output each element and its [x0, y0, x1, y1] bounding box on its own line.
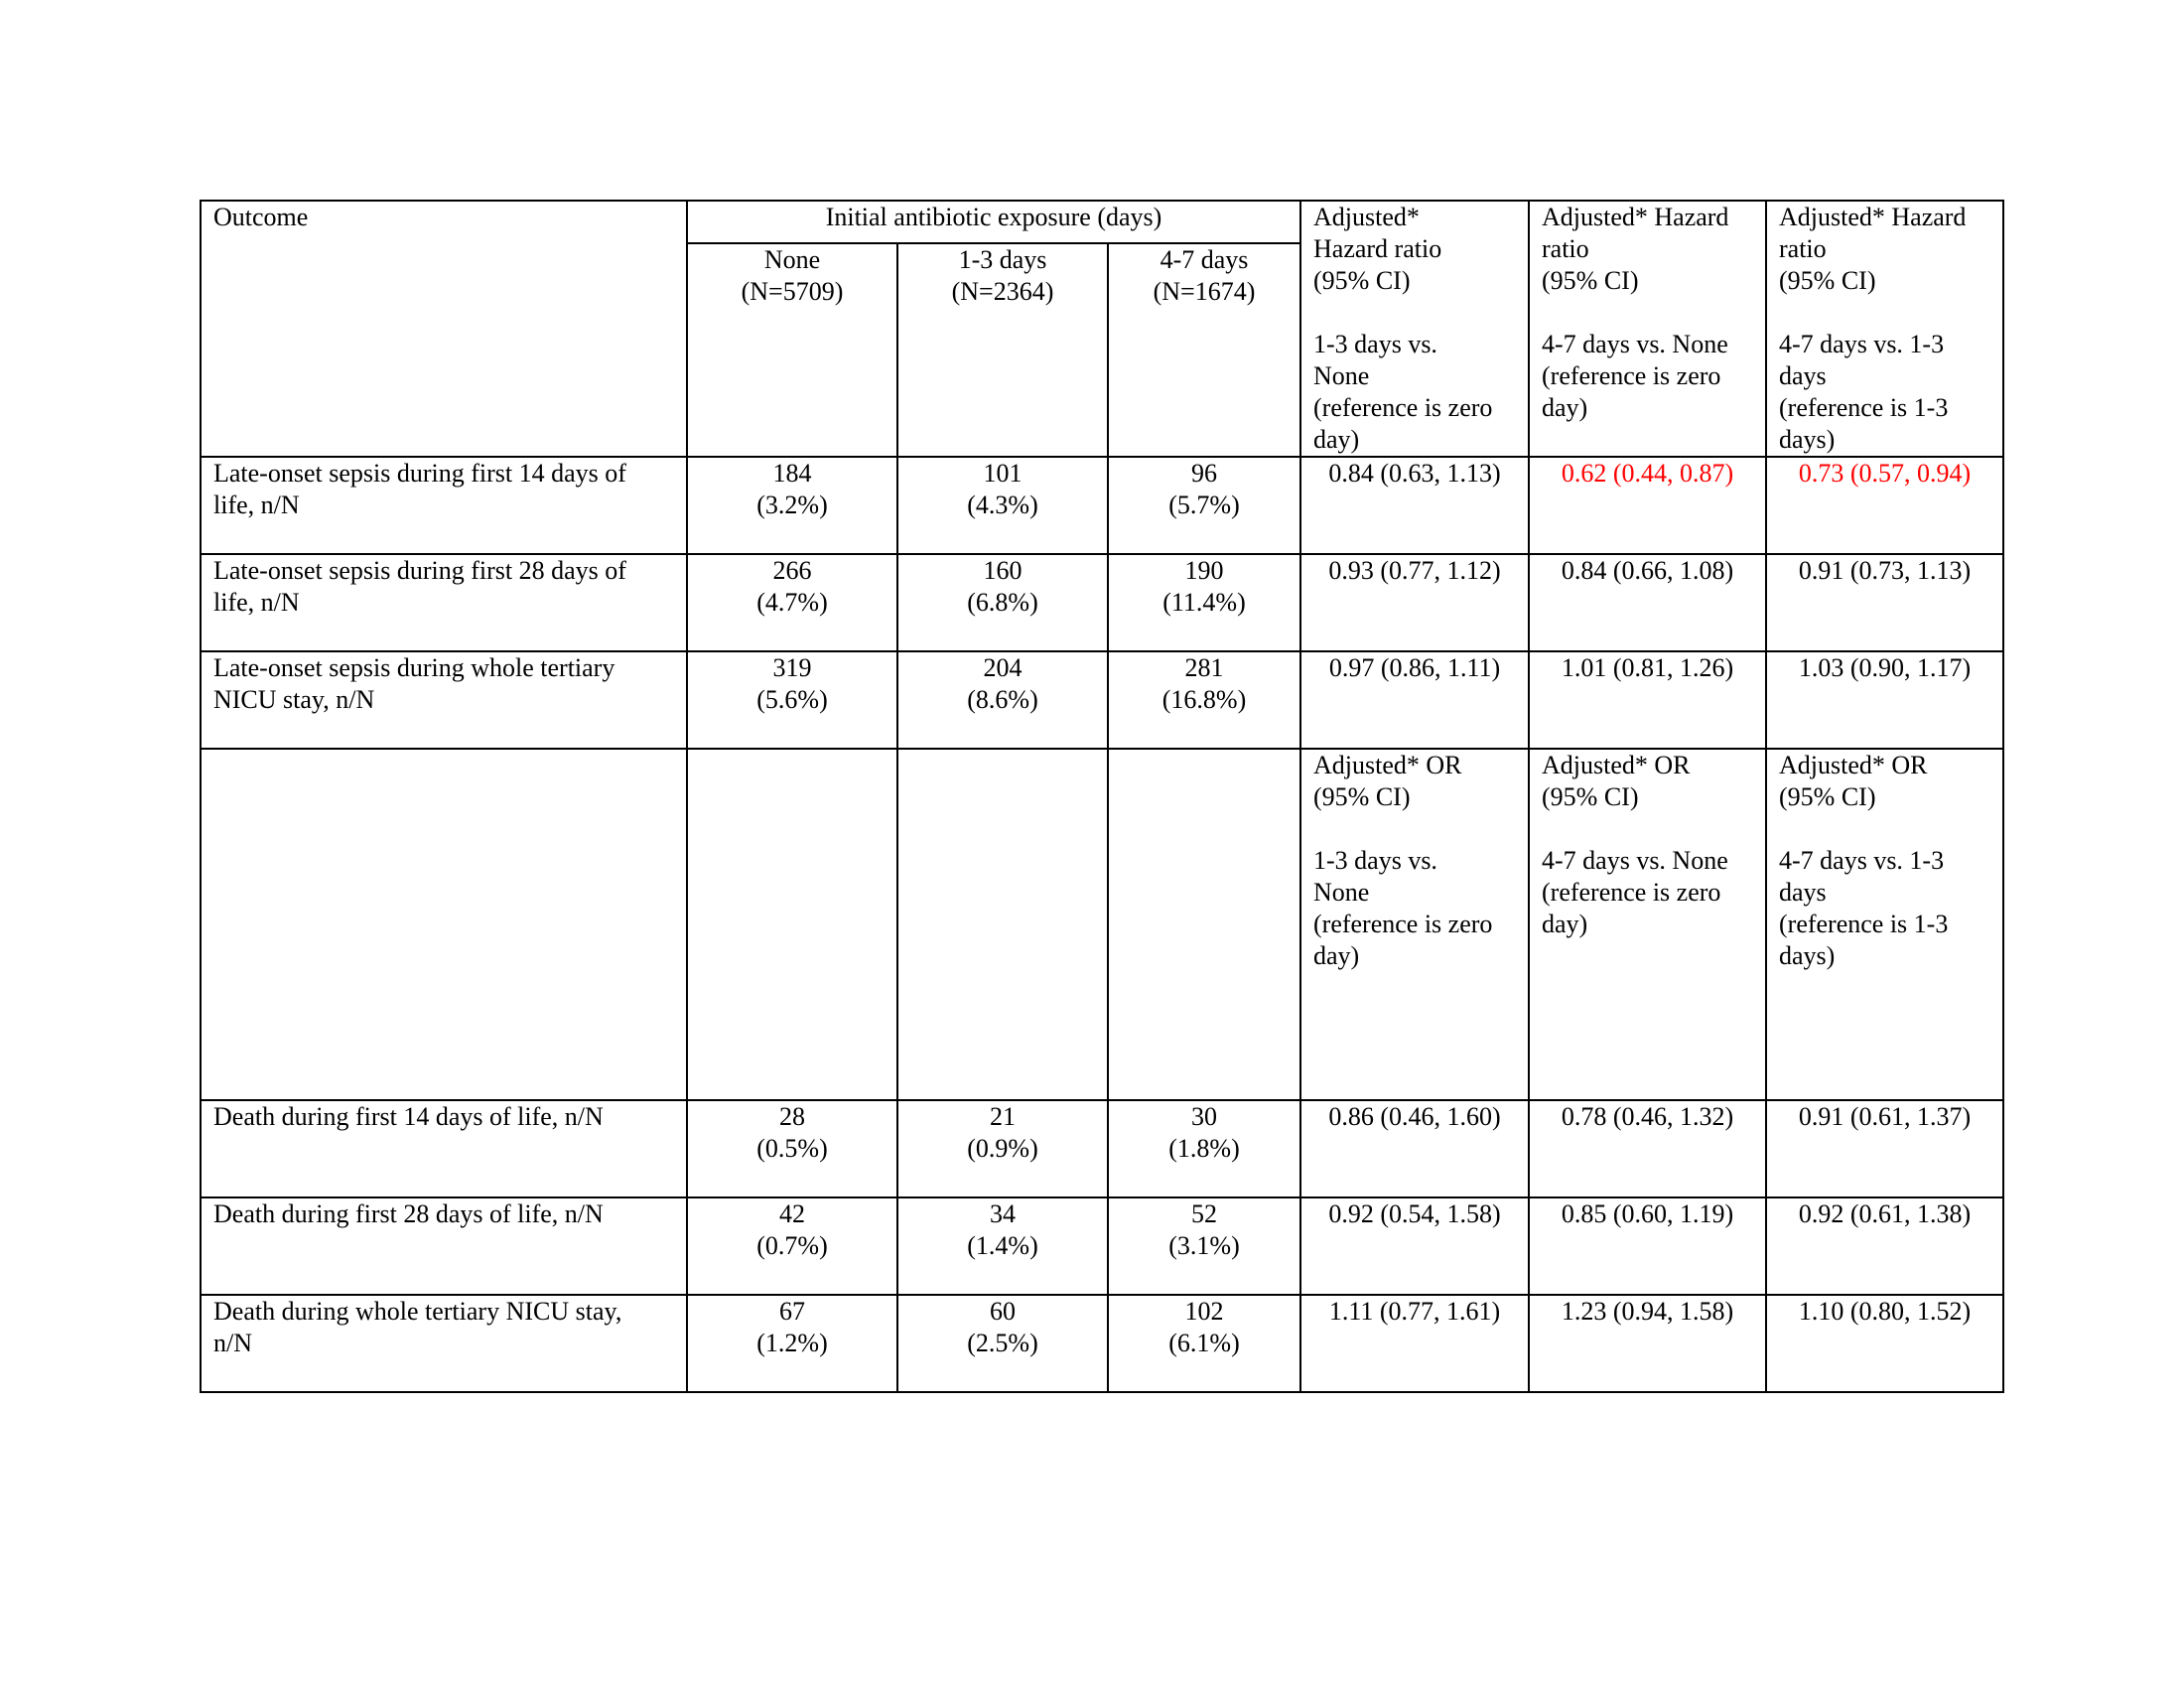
outcome-column-header: Outcome	[201, 201, 687, 457]
table-row	[201, 1100, 2003, 1197]
count-cell: 60 (2.5%)	[897, 1295, 1108, 1392]
exposure-header-none: None (N=5709)	[687, 243, 897, 457]
hr-header-1-3-vs-none: Adjusted* Hazard ratio (95% CI) 1-3 days vs. None (reference is zero day)	[1300, 201, 1529, 457]
ratio-cell-significant: 0.62 (0.44, 0.87)	[1529, 457, 1766, 554]
ratio-cell: 0.97 (0.86, 1.11)	[1300, 651, 1529, 749]
count-cell: 28 (0.5%)	[687, 1100, 897, 1197]
ratio-cell: 0.85 (0.60, 1.19)	[1529, 1197, 1766, 1295]
ratio-cell: 0.91 (0.73, 1.13)	[1766, 554, 2003, 651]
outcomes-table	[200, 200, 2004, 1393]
ratio-cell: 0.92 (0.54, 1.58)	[1300, 1197, 1529, 1295]
or-header-1-3-vs-none: Adjusted* OR (95% CI) 1-3 days vs. None (reference is zero day)	[1300, 749, 1529, 1100]
exposure-header-1-3-days: 1-3 days (N=2364)	[897, 243, 1108, 457]
or-header-4-7-vs-1-3: Adjusted* OR (95% CI) 4-7 days vs. 1-3 days (reference is 1-3 days)	[1766, 749, 2003, 1100]
empty-cell	[687, 749, 897, 1100]
ratio-cell: 0.91 (0.61, 1.37)	[1766, 1100, 2003, 1197]
ratio-cell: 1.10 (0.80, 1.52)	[1766, 1295, 2003, 1392]
row-outcome-label: Death during first 14 days of life, n/N	[201, 1100, 687, 1197]
count-cell: 42 (0.7%)	[687, 1197, 897, 1295]
empty-cell	[897, 749, 1108, 1100]
ratio-cell: 0.84 (0.66, 1.08)	[1529, 554, 1766, 651]
empty-cell	[201, 749, 687, 1100]
exposure-group-header: Initial antibiotic exposure (days)	[687, 201, 1300, 243]
row-outcome-label: Death during whole tertiary NICU stay, n/N	[201, 1295, 687, 1392]
ratio-cell: 1.23 (0.94, 1.58)	[1529, 1295, 1766, 1392]
count-cell: 204 (8.6%)	[897, 651, 1108, 749]
hr-header-4-7-vs-none: Adjusted* Hazard ratio (95% CI) 4-7 days vs. None (reference is zero day)	[1529, 201, 1766, 457]
ratio-cell-significant: 0.73 (0.57, 0.94)	[1766, 457, 2003, 554]
ratio-cell: 0.93 (0.77, 1.12)	[1300, 554, 1529, 651]
count-cell: 190 (11.4%)	[1108, 554, 1300, 651]
or-header-4-7-vs-none: Adjusted* OR (95% CI) 4-7 days vs. None (reference is zero day)	[1529, 749, 1766, 1100]
ratio-cell: 0.86 (0.46, 1.60)	[1300, 1100, 1529, 1197]
table-row	[201, 554, 2003, 651]
row-outcome-label: Late-onset sepsis during first 14 days of life, n/N	[201, 457, 687, 554]
row-outcome-label: Death during first 28 days of life, n/N	[201, 1197, 687, 1295]
table-row	[201, 457, 2003, 554]
ratio-cell: 0.84 (0.63, 1.13)	[1300, 457, 1529, 554]
ratio-cell: 1.01 (0.81, 1.26)	[1529, 651, 1766, 749]
empty-cell	[1108, 749, 1300, 1100]
table-row	[201, 1295, 2003, 1392]
ratio-cell: 1.03 (0.90, 1.17)	[1766, 651, 2003, 749]
count-cell: 184 (3.2%)	[687, 457, 897, 554]
count-cell: 21 (0.9%)	[897, 1100, 1108, 1197]
count-cell: 266 (4.7%)	[687, 554, 897, 651]
count-cell: 281 (16.8%)	[1108, 651, 1300, 749]
count-cell: 96 (5.7%)	[1108, 457, 1300, 554]
ratio-cell: 1.11 (0.77, 1.61)	[1300, 1295, 1529, 1392]
ratio-cell: 0.92 (0.61, 1.38)	[1766, 1197, 2003, 1295]
ratio-cell: 0.78 (0.46, 1.32)	[1529, 1100, 1766, 1197]
table-row	[201, 651, 2003, 749]
exposure-header-4-7-days: 4-7 days (N=1674)	[1108, 243, 1300, 457]
count-cell: 101 (4.3%)	[897, 457, 1108, 554]
count-cell: 34 (1.4%)	[897, 1197, 1108, 1295]
row-outcome-label: Late-onset sepsis during whole tertiary NICU stay, n/N	[201, 651, 687, 749]
count-cell: 102 (6.1%)	[1108, 1295, 1300, 1392]
count-cell: 160 (6.8%)	[897, 554, 1108, 651]
count-cell: 67 (1.2%)	[687, 1295, 897, 1392]
hr-header-4-7-vs-1-3: Adjusted* Hazard ratio (95% CI) 4-7 days vs. 1-3 days (reference is 1-3 days)	[1766, 201, 2003, 457]
table-row	[201, 1197, 2003, 1295]
count-cell: 52 (3.1%)	[1108, 1197, 1300, 1295]
row-outcome-label: Late-onset sepsis during first 28 days of life, n/N	[201, 554, 687, 651]
header-row-1	[201, 201, 2003, 243]
count-cell: 319 (5.6%)	[687, 651, 897, 749]
or-header-row	[201, 749, 2003, 1100]
count-cell: 30 (1.8%)	[1108, 1100, 1300, 1197]
